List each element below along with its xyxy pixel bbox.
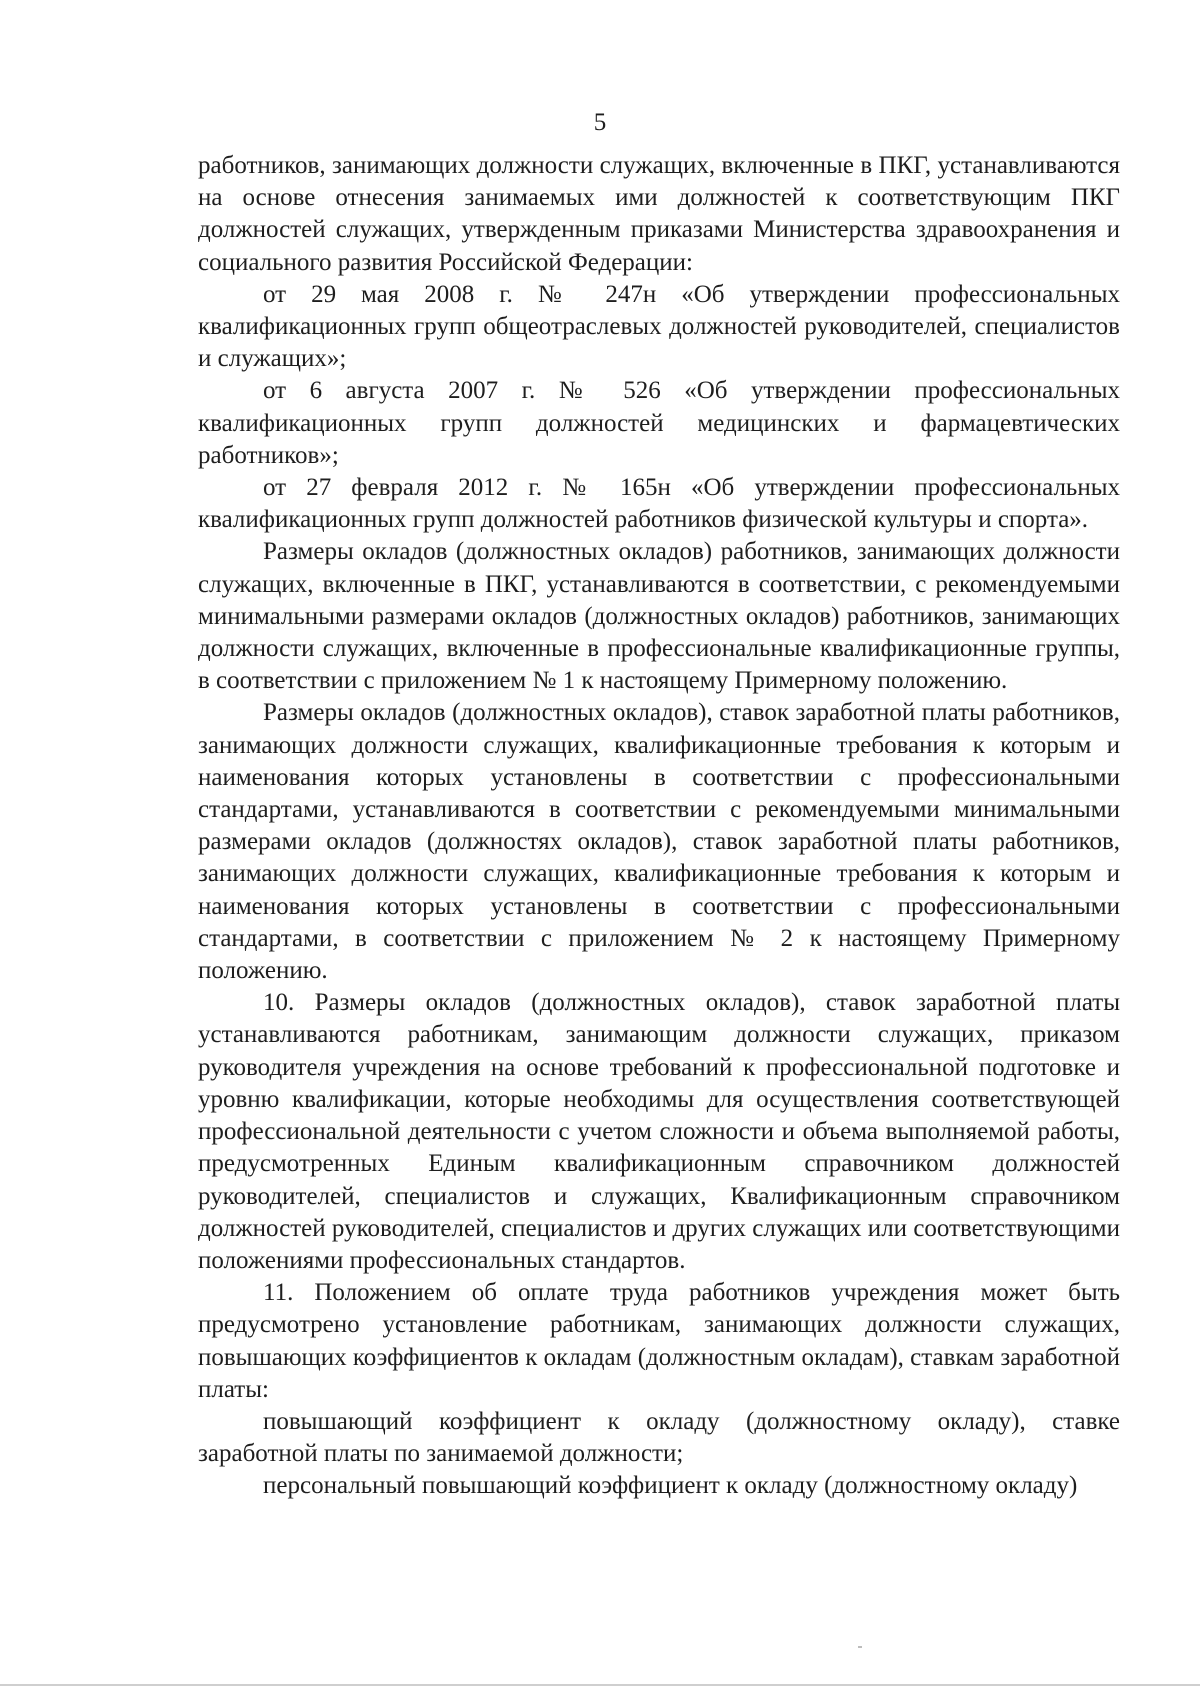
scan-artifact <box>858 1646 862 1648</box>
paragraph-item-10: 10. Размеры окладов (должностных окладов), ставок заработной платы устанавливаются работникам, занимающим должности служащих, приказом руководителя учреждения на основе требований к профессиональной подготовке и уровню квалификации, которые необходимы для осуществления соответствующей профессиональной деятельности с учетом сложности и объема выполняемой работы, предусмотренных Единым квалификационным справочником должностей руководителей, специалистов и служащих, Квалификационным справочником должностей руководителей, специалистов и других служащих или соответствующими положениями профессиональных стандартов. <box>198 989 1120 1274</box>
paragraph-item-11: 11. Положением об оплате труда работников учреждения может быть предусмотрено установление работникам, занимающих должности служащих, повышающих коэффициентов к окладам (должностным окладам), ставкам заработной платы: <box>198 1279 1120 1403</box>
paragraph-coefficient-position: повышающий коэффициент к окладу (должностному окладу), ставке заработной платы по занимаемой должности; <box>198 1407 1120 1468</box>
document-body <box>198 150 1120 1503</box>
paragraph-order-526: от 6 августа 2007 г. № 526 «Об утверждении профессиональных квалификационных групп должностей медицинских и фармацевтических работников»; <box>198 377 1120 469</box>
page-number: 5 <box>593 109 607 136</box>
paragraph-order-165n: от 27 февраля 2012 г. № 165н «Об утверждении профессиональных квалификационных групп должностей работников физической культуры и спорта». <box>198 474 1120 534</box>
paragraph-salary-pkg: Размеры окладов (должностных окладов) работников, занимающих должности служащих, включенные в ПКГ, устанавливаются в соответствии, с рекомендуемыми минимальными размерами окладов (должностных окладов) работников, занимающих должности служащих, включенные в профессиональные квалификационные группы, в соответствии с приложением № 1 к настоящему Примерному положению. <box>198 538 1120 695</box>
paragraph-salary-standards: Размеры окладов (должностных окладов), ставок заработной платы работников, занимающих должности служащих, квалификационные требования к которым и наименования которых установлены в соответствии с профессиональными стандартами, устанавливаются в соответствии с рекомендуемыми минимальными размерами окладов (должностях окладов), ставок заработной платы работников, занимающих должности служащих, квалификационные требования к которым и наименования которых установлены в соответствии с профессиональными стандартами, в соответствии с приложением № 2 к настоящему Примерному положению. <box>198 699 1120 985</box>
scan-edge-line <box>0 1684 1200 1686</box>
paragraph-coefficient-personal: персональный повышающий коэффициент к окладу (должностному окладу) <box>263 1472 1078 1500</box>
paragraph-continuation: работников, занимающих должности служащих, включенные в ПКГ, устанавливаются на основе отнесения занимаемых ими должностей к соответствующим ПКГ должностей служащих, утвержденным приказами Министерства здравоохранения и социального развития Российской Федерации: <box>198 152 1120 276</box>
paragraph-order-247n: от 29 мая 2008 г. № 247н «Об утверждении профессиональных квалификационных групп общеотраслевых должностей руководителей, специалистов и служащих»; <box>198 280 1120 373</box>
